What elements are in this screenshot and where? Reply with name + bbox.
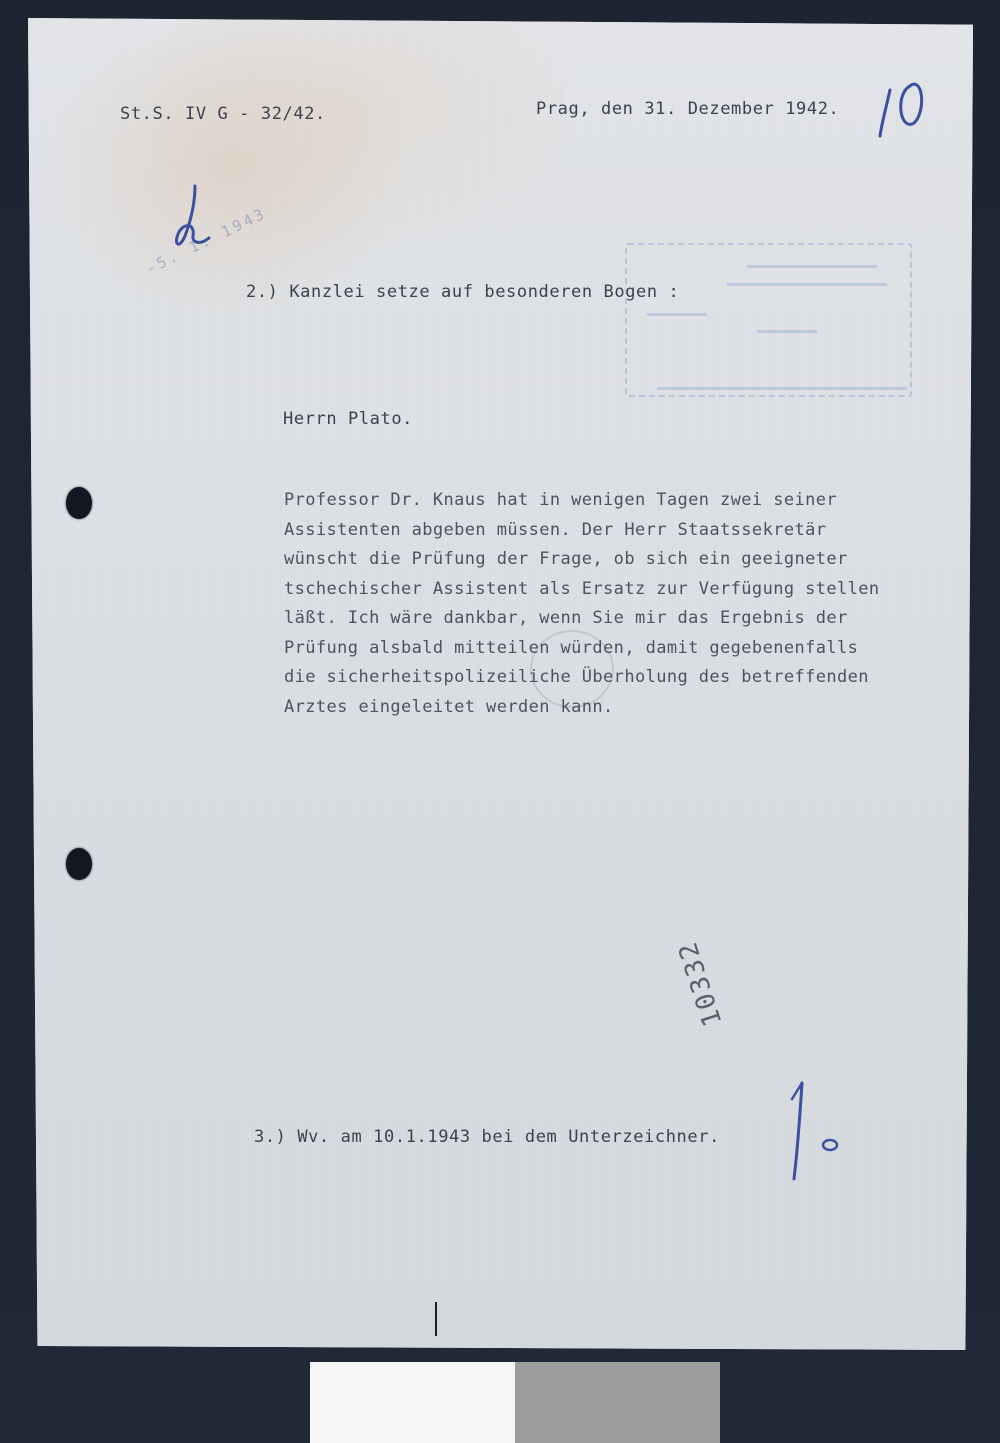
- place-and-date: Prag, den 31. Dezember 1942.: [536, 99, 840, 119]
- body-line: tschechischer Assistent als Ersatz zur Verfügung stellen: [284, 578, 880, 599]
- instruction-item-2: 2.) Kanzlei setze auf besonderen Bogen :: [246, 282, 680, 302]
- faded-stamp-box: [625, 243, 912, 397]
- body-line: Assistenten abgeben müssen. Der Herr Staatssekretär: [284, 519, 827, 540]
- fold-mark: [430, 1300, 442, 1340]
- instruction-item-3: 3.) Wv. am 10.1.1943 bei dem Unterzeichner.: [254, 1127, 720, 1147]
- calibration-white-patch: [310, 1362, 515, 1443]
- body-line: Prüfung alsbald mitteilen würden, damit gegebenenfalls: [284, 637, 859, 658]
- body-line: die sicherheitspolizeiliche Überholung des betreffenden: [284, 667, 869, 687]
- archive-stamp-number: 10332: [672, 936, 729, 1030]
- punch-hole-lower: [66, 848, 92, 880]
- body-line: Arztes eingeleitet werden kann.: [284, 696, 614, 717]
- body-line: läßt. Ich wäre dankbar, wenn Sie mir das Ergebnis der: [284, 608, 848, 628]
- date-received-stamp: -5. 1. 1943: [142, 203, 270, 279]
- handwritten-page-number: [868, 74, 938, 144]
- body-line: wünscht die Prüfung der Frage, ob sich ein geeigneter: [284, 549, 848, 569]
- calibration-strip: [310, 1362, 720, 1443]
- recipient-salutation: Herrn Plato.: [283, 409, 414, 429]
- handwritten-signature-mark: [780, 1075, 860, 1195]
- file-reference: St.S. IV G - 32/42.: [120, 104, 326, 124]
- handwritten-initial: [165, 180, 225, 260]
- letter-body: [284, 486, 954, 722]
- calibration-gray-patch: [515, 1362, 720, 1443]
- punch-hole-upper: [66, 487, 92, 519]
- body-line: Professor Dr. Knaus hat in wenigen Tagen zwei seiner: [284, 490, 838, 510]
